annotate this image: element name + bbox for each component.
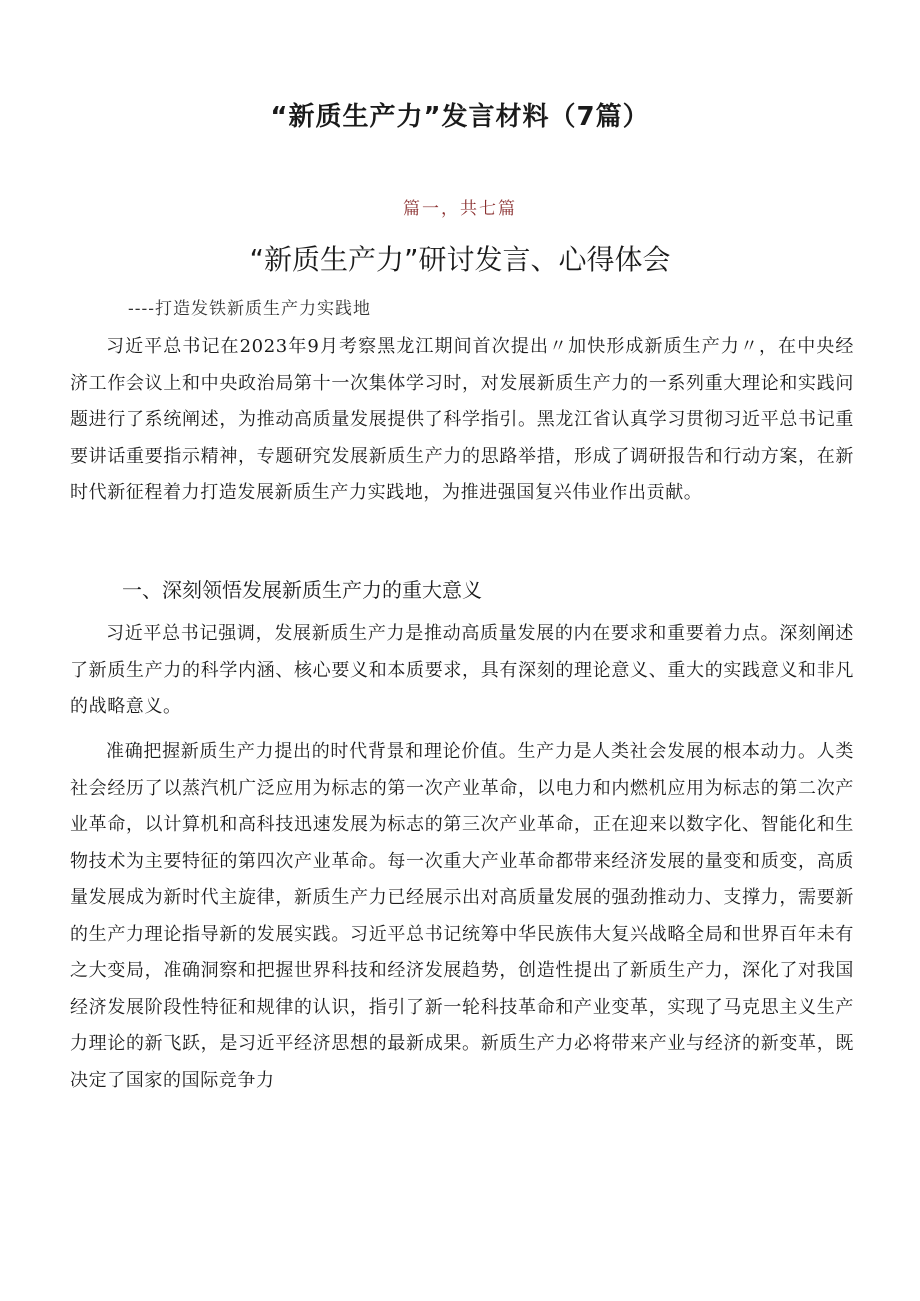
article-tagline: ----打造发铁新质生产力实践地 [128, 299, 371, 319]
document-title: “新质生产力”发言材料（7篇） [270, 102, 650, 132]
paragraph-section-2: 准确把握新质生产力提出的时代背景和理论价值。生产力是人类社会发展的根本动力。人类社会经历了以蒸汽机广泛应用为标志的第一次产业革命，以电力和内燃机应用为标志的第二次产业革命，以计算机和高科技迅速发展为标志的第三次产业革命，正在迎来以数字化、智能化和生物技术为主要特征的第四次产业革命。每一次重大产业革命都带来经济发展的量变和质变，高质量发展成为新时代主旋律，新质生产力已经展示出对高质量发展的强劲推动力、支撑力，需要新的生产力理论指导新的发展实践。习近平总书记统筹中华民族伟大复兴战略全局和世界百年未有之大变局，准确洞察和把握世界科技和经济发展趋势，创造性提出了新质生产力，深化了对我国经济发展阶段性特征和规律的认识，指引了新一轮科技革命和产业变革，实现了马克思主义生产力理论的新飞跃，是习近平经济思想的最新成果。新质生产力必将带来产业与经济的新变革，既决定了国家的国际竞争力 [70, 741, 854, 1091]
section-heading: 一、深刻领悟发展新质生产力的重大意义 [122, 578, 482, 602]
paragraph-intro: 习近平总书记在2023年9月考察黑龙江期间首次提出〃加快形成新质生产力〃，在中央经济工作会议上和中央政治局第十一次集体学习时，对发展新质生产力的一系列重大理论和实践问题进行了系统阐述，为推动高质量发展提供了科学指引。黑龙江省认真学习贯彻习近平总书记重要讲话重要指示精神，专题研究发展新质生产力的思路举措，形成了调研报告和行动方案，在新时代新征程着力打造发展新质生产力实践地，为推进强国复兴伟业作出贡献。 [70, 336, 854, 503]
article-subtitle: “新质生产力”研讨发言、心得体会 [249, 243, 671, 276]
paragraph-section-1: 习近平总书记强调，发展新质生产力是推动高质量发展的内在要求和重要着力点。深刻阐述了新质生产力的科学内涵、核心要义和本质要求，具有深刻的理论意义、重大的实践意义和非凡的战略意义。 [70, 623, 854, 717]
part-label: 篇一，共七篇 [403, 199, 517, 219]
